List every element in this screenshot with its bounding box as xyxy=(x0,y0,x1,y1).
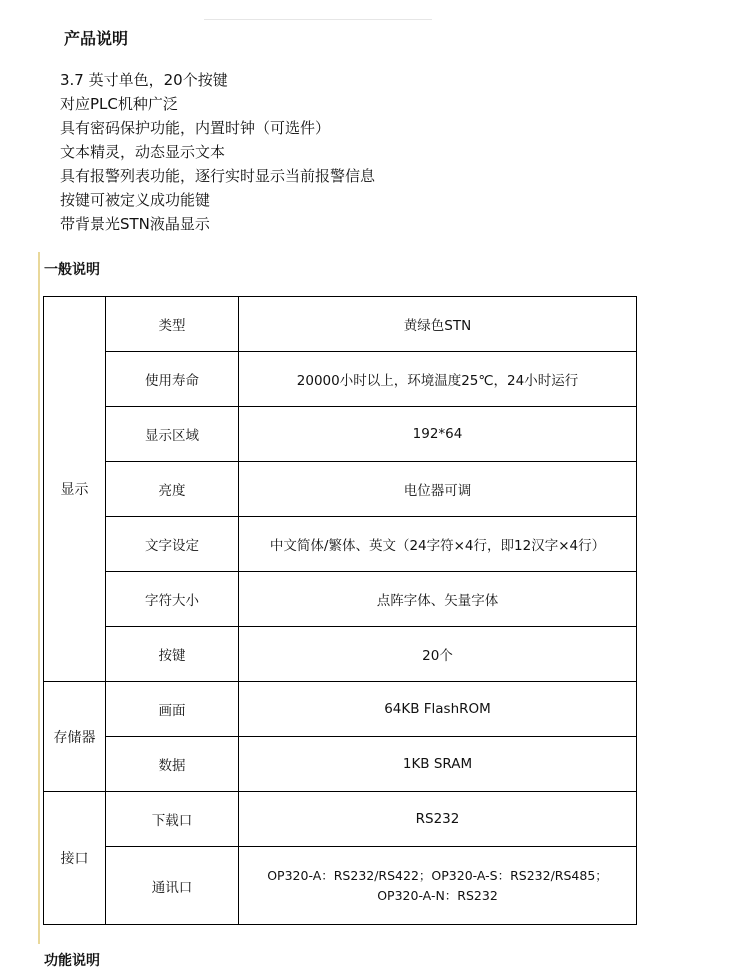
spec-key: 文字设定 xyxy=(106,517,239,572)
feature-item: 文本精灵，动态显示文本 xyxy=(60,143,226,161)
spec-value-line: OP320-A-N：RS232 xyxy=(377,887,498,903)
spec-value: 20个 xyxy=(239,627,637,682)
spec-key: 下载口 xyxy=(106,792,239,847)
function-section-title: 功能说明 xyxy=(44,953,100,969)
spec-value-line: OP320-A：RS232/RS422；OP320-A-S：RS232/RS485； xyxy=(267,867,608,883)
table-row xyxy=(44,847,637,925)
table-row xyxy=(44,462,637,517)
category-memory: 存储器 xyxy=(44,682,106,792)
category-interface: 接口 xyxy=(44,792,106,925)
table-row xyxy=(44,627,637,682)
feature-list xyxy=(60,68,375,236)
table-row xyxy=(44,572,637,627)
spec-value: 点阵字体、矢量字体 xyxy=(239,572,637,627)
spec-value: 1KB SRAM xyxy=(239,737,637,792)
spec-key: 按键 xyxy=(106,627,239,682)
feature-item: 具有报警列表功能，逐行实时显示当前报警信息 xyxy=(60,167,376,185)
spec-key: 类型 xyxy=(106,297,239,352)
spec-value: 中文简体/繁体、英文（24字符×4行，即12汉字×4行） xyxy=(239,517,637,572)
spec-value: 黄绿色STN xyxy=(239,297,637,352)
spec-value-multiline xyxy=(239,847,637,925)
table-row xyxy=(44,297,637,352)
feature-item: 3.7 英寸单色，20个按键 xyxy=(60,71,228,89)
table-row xyxy=(44,352,637,407)
table-row xyxy=(44,517,637,572)
spec-value: 电位器可调 xyxy=(239,462,637,517)
spec-key: 使用寿命 xyxy=(106,352,239,407)
spec-value: 64KB FlashROM xyxy=(239,682,637,737)
spec-table xyxy=(43,296,637,925)
spec-key: 亮度 xyxy=(106,462,239,517)
table-row xyxy=(44,682,637,737)
general-section-title: 一般说明 xyxy=(44,262,100,278)
table-row xyxy=(44,792,637,847)
spec-key: 显示区域 xyxy=(106,407,239,462)
feature-item: 具有密码保护功能，内置时钟（可选件） xyxy=(60,119,331,137)
spec-key: 通讯口 xyxy=(106,847,239,925)
section-accent-bar xyxy=(38,252,40,944)
spec-value: 20000小时以上，环境温度25℃，24小时运行 xyxy=(239,352,637,407)
spec-value: 192*64 xyxy=(239,407,637,462)
top-divider xyxy=(204,19,432,20)
spec-key: 字符大小 xyxy=(106,572,239,627)
spec-key: 画面 xyxy=(106,682,239,737)
feature-item: 按键可被定义成功能键 xyxy=(60,191,211,209)
table-row xyxy=(44,407,637,462)
spec-key: 数据 xyxy=(106,737,239,792)
spec-value: RS232 xyxy=(239,792,637,847)
category-display: 显示 xyxy=(44,297,106,682)
table-row xyxy=(44,737,637,792)
feature-item: 对应PLC机种广泛 xyxy=(60,95,178,113)
feature-item: 带背景光STN液晶显示 xyxy=(60,215,210,233)
product-title: 产品说明 xyxy=(64,29,129,48)
